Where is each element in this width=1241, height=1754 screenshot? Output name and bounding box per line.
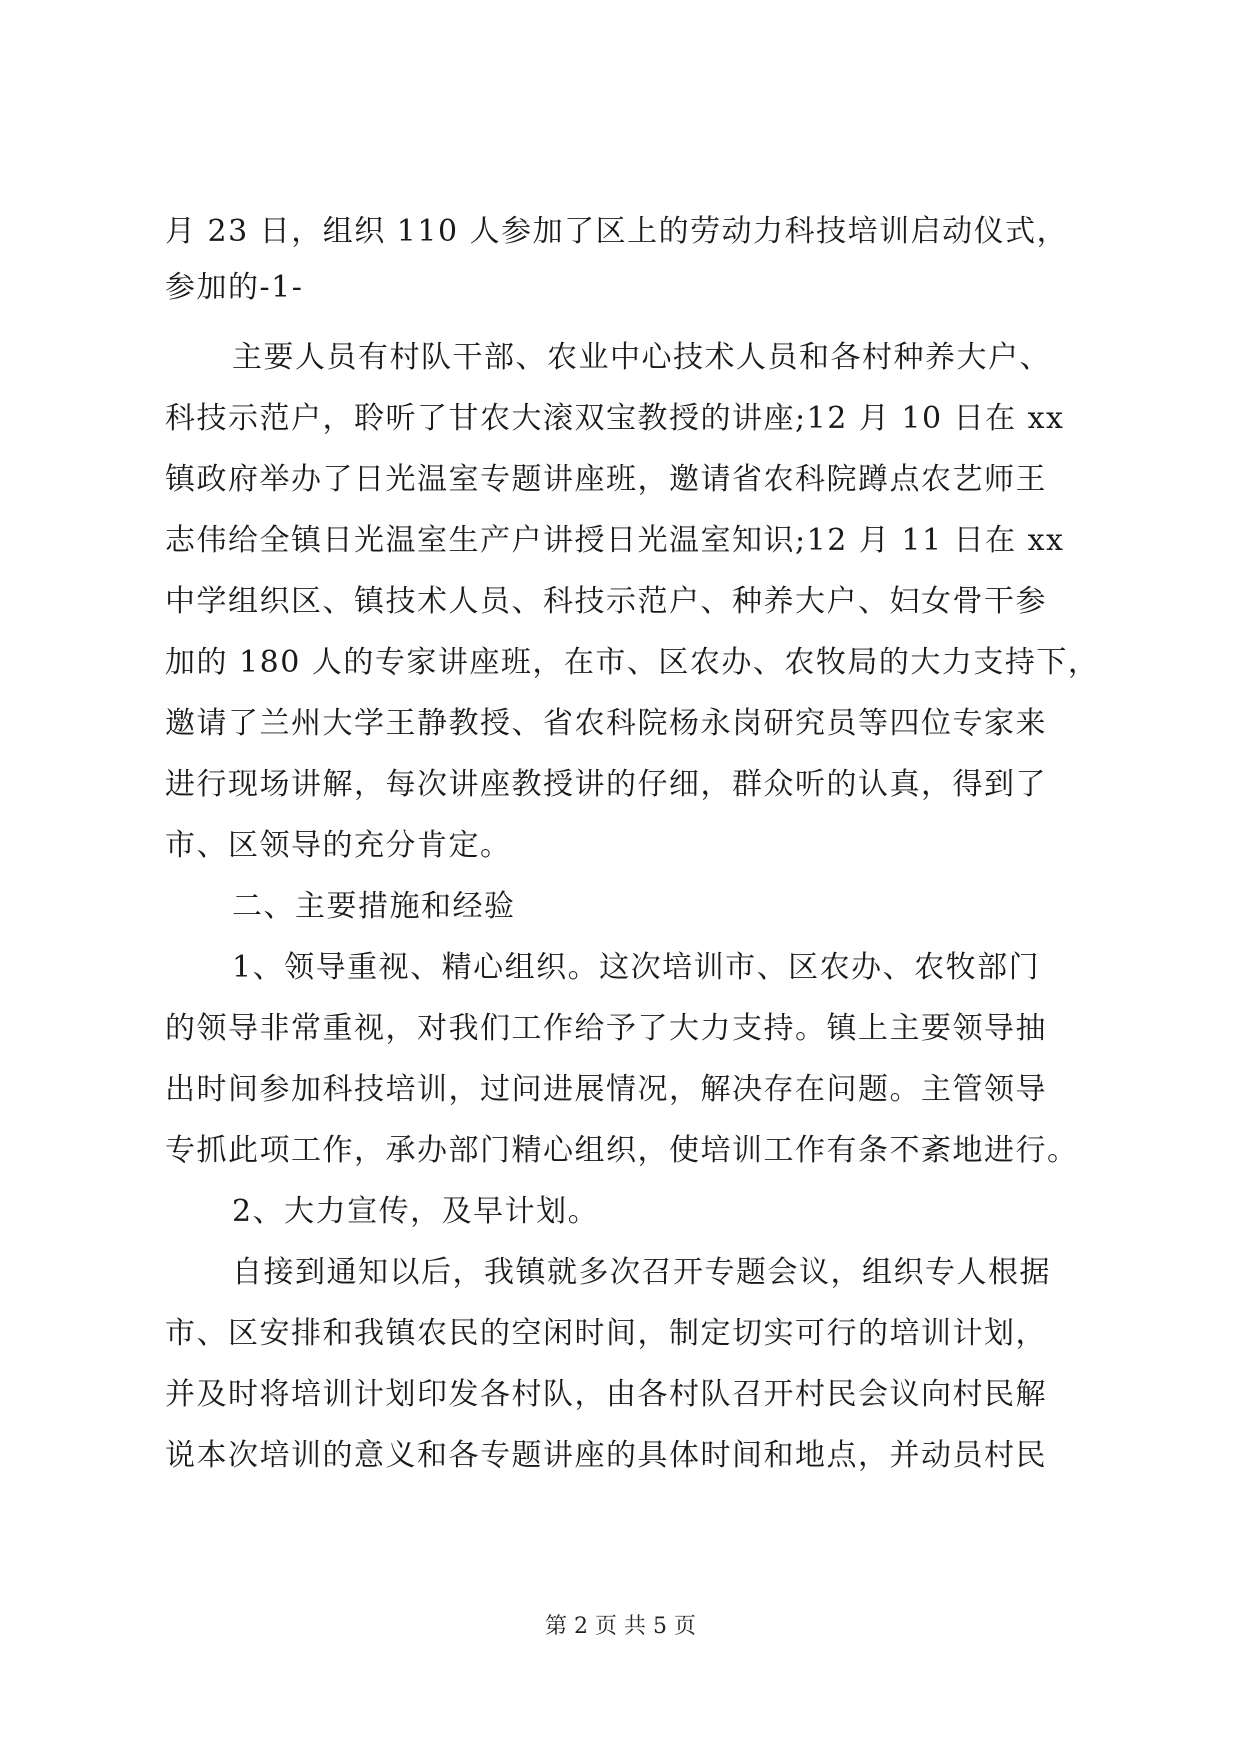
text-line: 自接到通知以后，我镇就多次召开专题会议，组织专人根据 xyxy=(232,1255,1051,1290)
text-line: 2、大力宣传，及早计划。 xyxy=(232,1194,600,1229)
page-number-footer: 第 2 页 共 5 页 xyxy=(545,1614,696,1639)
text-line: 中学组织区、镇技术人员、科技示范户、种养大户、妇女骨干参 xyxy=(165,584,1047,619)
text-line: 的领导非常重视，对我们工作给予了大力支持。镇上主要领导抽 xyxy=(165,1011,1047,1046)
text-line: 科技示范户，聆听了甘农大滚双宝教授的讲座;12 月 10 日在 xx xyxy=(165,401,1065,436)
text-line: 进行现场讲解，每次讲座教授讲的仔细，群众听的认真，得到了 xyxy=(165,767,1047,802)
text-line: 市、区领导的充分肯定。 xyxy=(165,828,512,863)
text-line: 志伟给全镇日光温室生产户讲授日光温室知识;12 月 11 日在 xx xyxy=(165,523,1065,558)
section-heading: 二、主要措施和经验 xyxy=(232,889,516,924)
text-line: 加的 180 人的专家讲座班，在市、区农办、农牧局的大力支持下， xyxy=(165,645,1100,680)
text-line: 专抓此项工作，承办部门精心组织，使培训工作有条不紊地进行。 xyxy=(165,1133,1079,1168)
text-line: 主要人员有村队干部、农业中心技术人员和各村种养大户、 xyxy=(232,340,1051,375)
text-line: 参加的-1- xyxy=(165,270,304,305)
text-line: 市、区安排和我镇农民的空闲时间，制定切实可行的培训计划， xyxy=(165,1316,1047,1351)
text-line: 说本次培训的意义和各专题讲座的具体时间和地点，并动员村民 xyxy=(165,1438,1047,1473)
text-line: 出时间参加科技培训，过问进展情况，解决存在问题。主管领导 xyxy=(165,1072,1047,1107)
text-line: 邀请了兰州大学王静教授、省农科院杨永岗研究员等四位专家来 xyxy=(165,706,1047,741)
text-line: 1、领导重视、精心组织。这次培训市、区农办、农牧部门 xyxy=(232,950,1041,985)
text-line: 并及时将培训计划印发各村队，由各村队召开村民会议向村民解 xyxy=(165,1377,1047,1412)
text-line: 月 23 日，组织 110 人参加了区上的劳动力科技培训启动仪式， xyxy=(165,214,1069,249)
text-line: 镇政府举办了日光温室专题讲座班，邀请省农科院蹲点农艺师王 xyxy=(165,462,1047,497)
